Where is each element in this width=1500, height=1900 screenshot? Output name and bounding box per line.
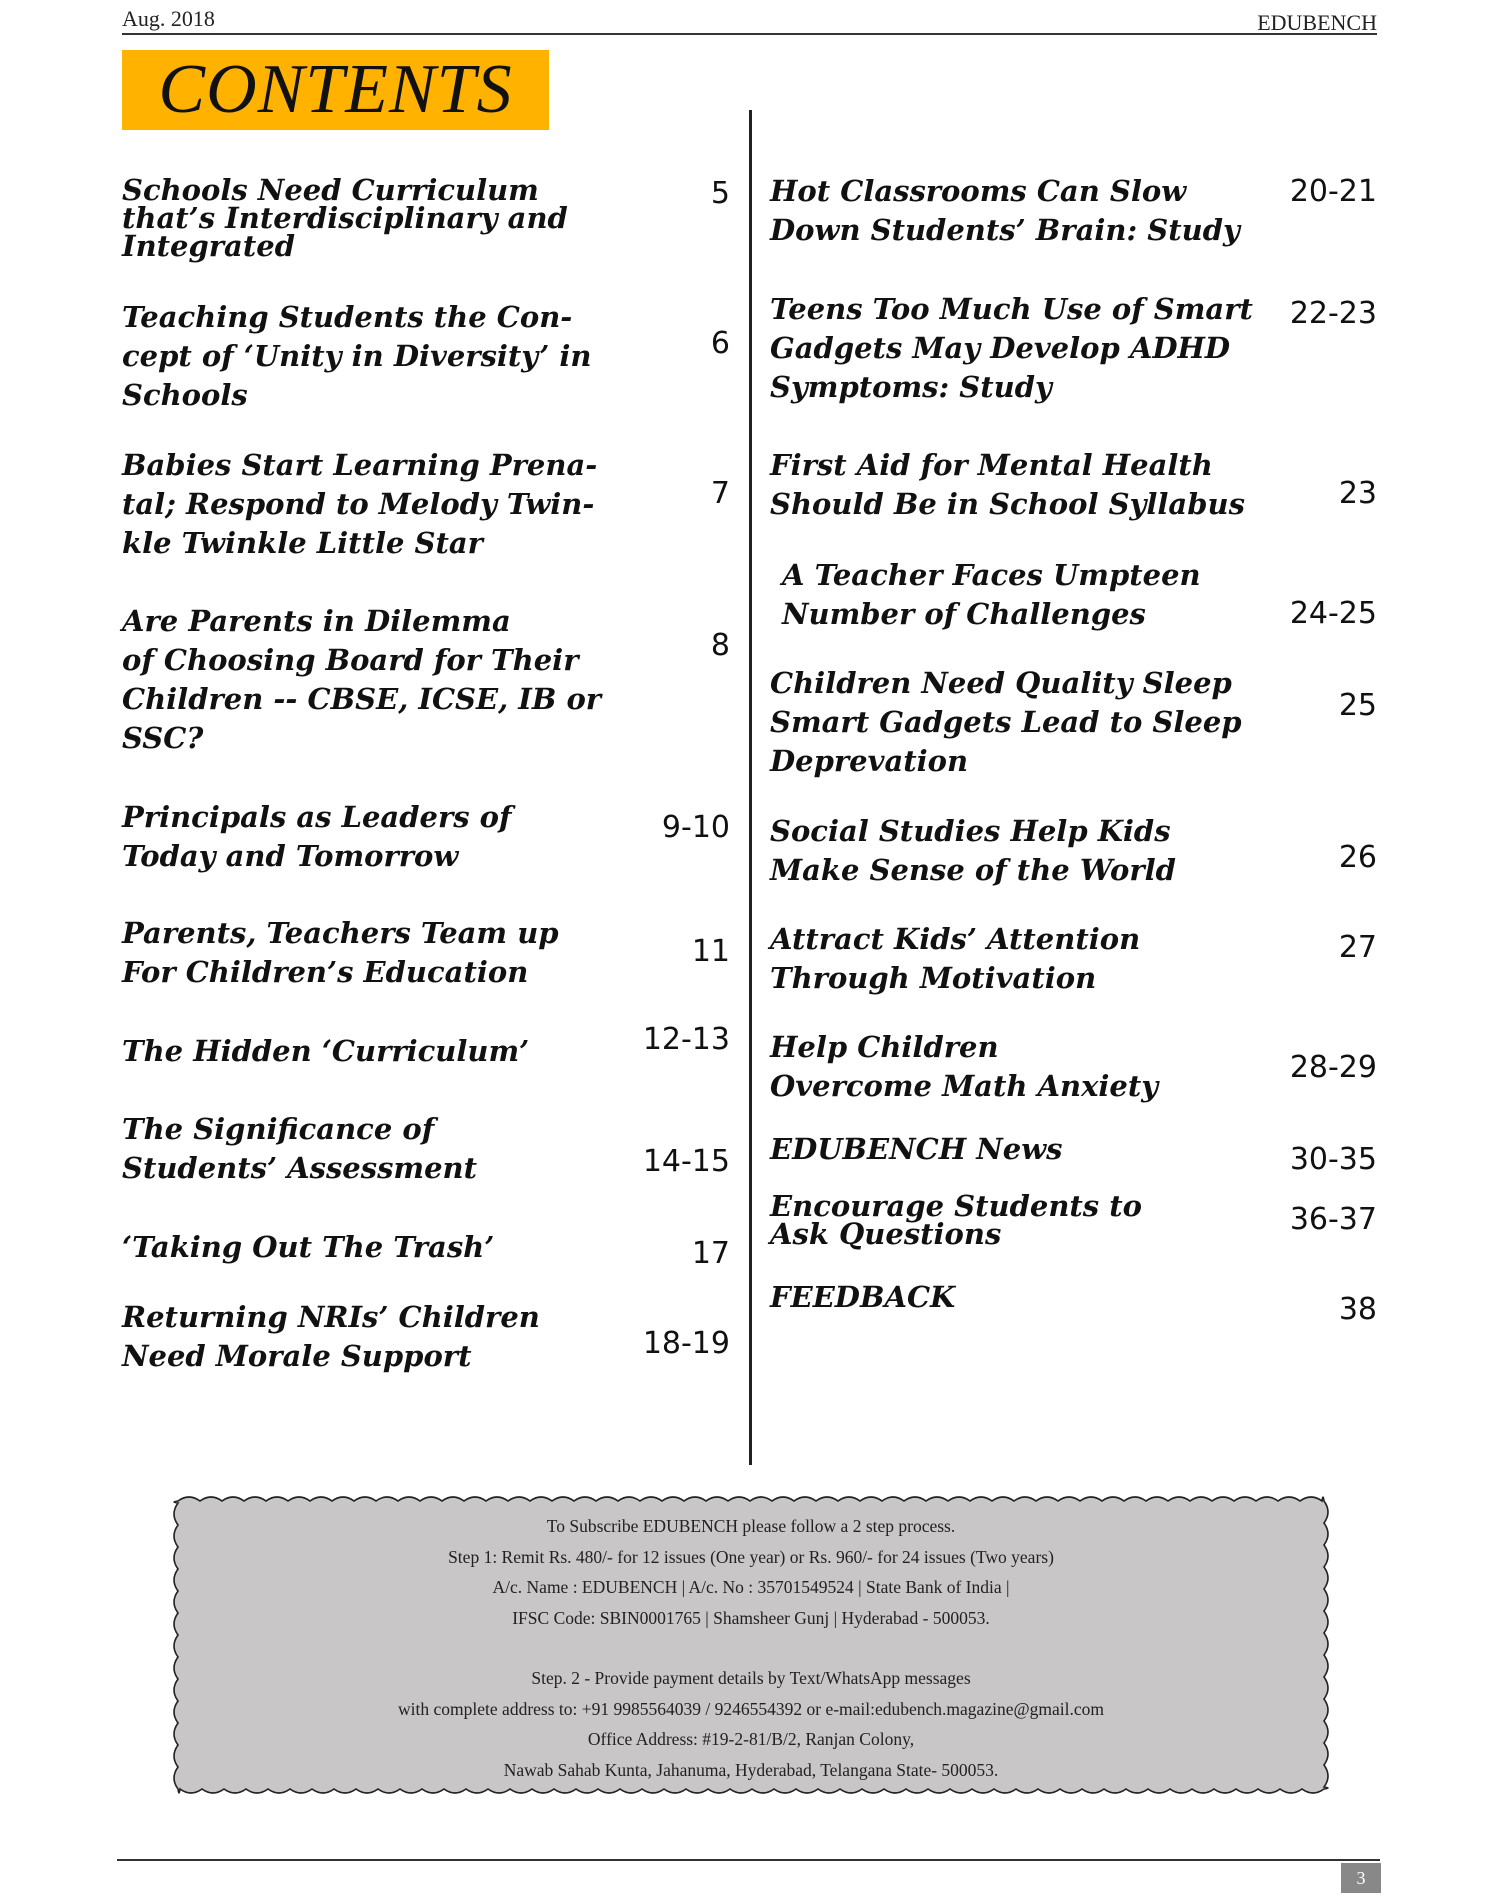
toc-entry-page: 24-25 xyxy=(1289,596,1377,631)
subscription-line: Office Address: #19-2-81/B/2, Ranjan Colony, xyxy=(587,1729,915,1749)
toc-entry-title[interactable]: A Teacher Faces Umpteen Number of Challenges xyxy=(782,558,1201,631)
toc-entry-page: 22-23 xyxy=(1289,296,1377,331)
subscription-text xyxy=(172,1511,1330,1785)
subscription-line: A/c. Name : EDUBENCH | A/c. No : 35701549524 | State Bank of India | xyxy=(492,1577,1010,1597)
toc-entry-page: 6 xyxy=(710,326,730,361)
toc-entry-title[interactable]: Social Studies Help Kids Make Sense of the World xyxy=(770,814,1176,887)
toc-entry-title[interactable]: EDUBENCH News xyxy=(770,1132,1063,1166)
toc-entry-page: 7 xyxy=(710,476,730,511)
toc-entry-title[interactable]: Attract Kids’ Attention Through Motivation xyxy=(770,922,1141,995)
contents-heading: CONTENTS xyxy=(158,51,513,128)
subscription-line: Nawab Sahab Kunta, Jahanuma, Hyderabad, Telangana State- 500053. xyxy=(503,1759,999,1780)
toc-entry-title[interactable]: The Significance of Students’ Assessment xyxy=(122,1112,478,1185)
subscription-line: IFSC Code: SBIN0001765 | Shamsheer Gunj | Hyderabad - 500053. xyxy=(512,1607,990,1628)
toc-entry-title[interactable]: Babies Start Learning Prena- tal; Respond to Melody Twin- kle Twinkle Little Star xyxy=(122,448,598,560)
toc-entry-page: 17 xyxy=(691,1236,730,1271)
toc-entry-page: 20-21 xyxy=(1289,174,1377,209)
toc-entry-title[interactable]: Schools Need Curriculum that’s Interdisciplinary and Integrated xyxy=(122,173,568,263)
toc-entry-title[interactable]: Teens Too Much Use of Smart Gadgets May Develop ADHD Symptoms: Study xyxy=(770,292,1253,404)
toc-entry-page: 18-19 xyxy=(642,1326,730,1361)
subscription-line: with complete address to: +91 9985564039 / 9246554392 or e-mail:edubench.magazine@gmail.com xyxy=(398,1698,1104,1719)
toc-entry-title[interactable]: ‘Taking Out The Trash’ xyxy=(122,1230,495,1264)
toc-entry-title[interactable]: Help Children Overcome Math Anxiety xyxy=(770,1030,1159,1103)
toc-entry-title[interactable]: Are Parents in Dilemma of Choosing Board for Their Children -- CBSE, ICSE, IB or SSC? xyxy=(122,604,602,755)
issue-date: Aug. 2018 xyxy=(122,6,215,31)
subscription-box xyxy=(172,1495,1330,1795)
blank-line xyxy=(172,1633,1330,1663)
footer-rule xyxy=(117,1859,1380,1861)
toc-entry-page: 30-35 xyxy=(1289,1142,1377,1177)
subscription-line: To Subscribe EDUBENCH please follow a 2 step process. xyxy=(546,1516,956,1536)
toc-entry-title[interactable]: First Aid for Mental Health Should Be in School Syllabus xyxy=(770,448,1245,521)
toc-entry-page: 9-10 xyxy=(661,810,730,845)
subscription-line: Step. 2 - Provide payment details by Text/WhatsApp messages xyxy=(531,1668,971,1688)
toc-entry-page: 8 xyxy=(710,628,730,663)
toc-entry-page: 5 xyxy=(710,176,730,211)
contents-heading-badge xyxy=(122,50,549,130)
toc-entry-page: 12-13 xyxy=(642,1022,730,1057)
toc-entry-title[interactable]: Hot Classrooms Can Slow Down Students’ Brain: Study xyxy=(770,174,1240,247)
page-number: 3 xyxy=(1341,1863,1381,1893)
header-rule xyxy=(122,33,1377,35)
toc-entry-page: 25 xyxy=(1338,688,1377,723)
column-divider xyxy=(749,110,752,1465)
magazine-name: EDUBENCH xyxy=(1257,10,1377,35)
toc-entry-page: 38 xyxy=(1338,1292,1377,1327)
toc-entry-page: 11 xyxy=(691,934,730,969)
toc-entry-title[interactable]: FEEDBACK xyxy=(770,1280,956,1314)
subscription-line: Step 1: Remit Rs. 480/- for 12 issues (One year) or Rs. 960/- for 24 issues (Two years) xyxy=(448,1546,1054,1567)
toc-entry-title[interactable]: Returning NRIs’ Children Need Morale Support xyxy=(122,1300,540,1373)
toc-entry-page: 36-37 xyxy=(1289,1202,1377,1237)
toc-entry-title[interactable]: Children Need Quality Sleep Smart Gadgets Lead to Sleep Deprevation xyxy=(770,666,1242,778)
toc-entry-page: 14-15 xyxy=(642,1144,730,1179)
toc-entry-title[interactable]: Encourage Students to Ask Questions xyxy=(770,1189,1142,1251)
toc-entry-page: 26 xyxy=(1338,840,1377,875)
toc-entry-page: 27 xyxy=(1338,930,1377,965)
toc-entry-page: 28-29 xyxy=(1289,1050,1377,1085)
toc-entry-title[interactable]: Teaching Students the Con- cept of ‘Unity in Diversity’ in Schools xyxy=(122,300,592,412)
toc-entry-title[interactable]: Parents, Teachers Team up For Children’s Education xyxy=(122,916,559,989)
toc-entry-title[interactable]: Principals as Leaders of Today and Tomorrow xyxy=(122,800,512,873)
toc-entry-page: 23 xyxy=(1338,476,1377,511)
toc-entry-title[interactable]: The Hidden ‘Curriculum’ xyxy=(122,1034,530,1068)
